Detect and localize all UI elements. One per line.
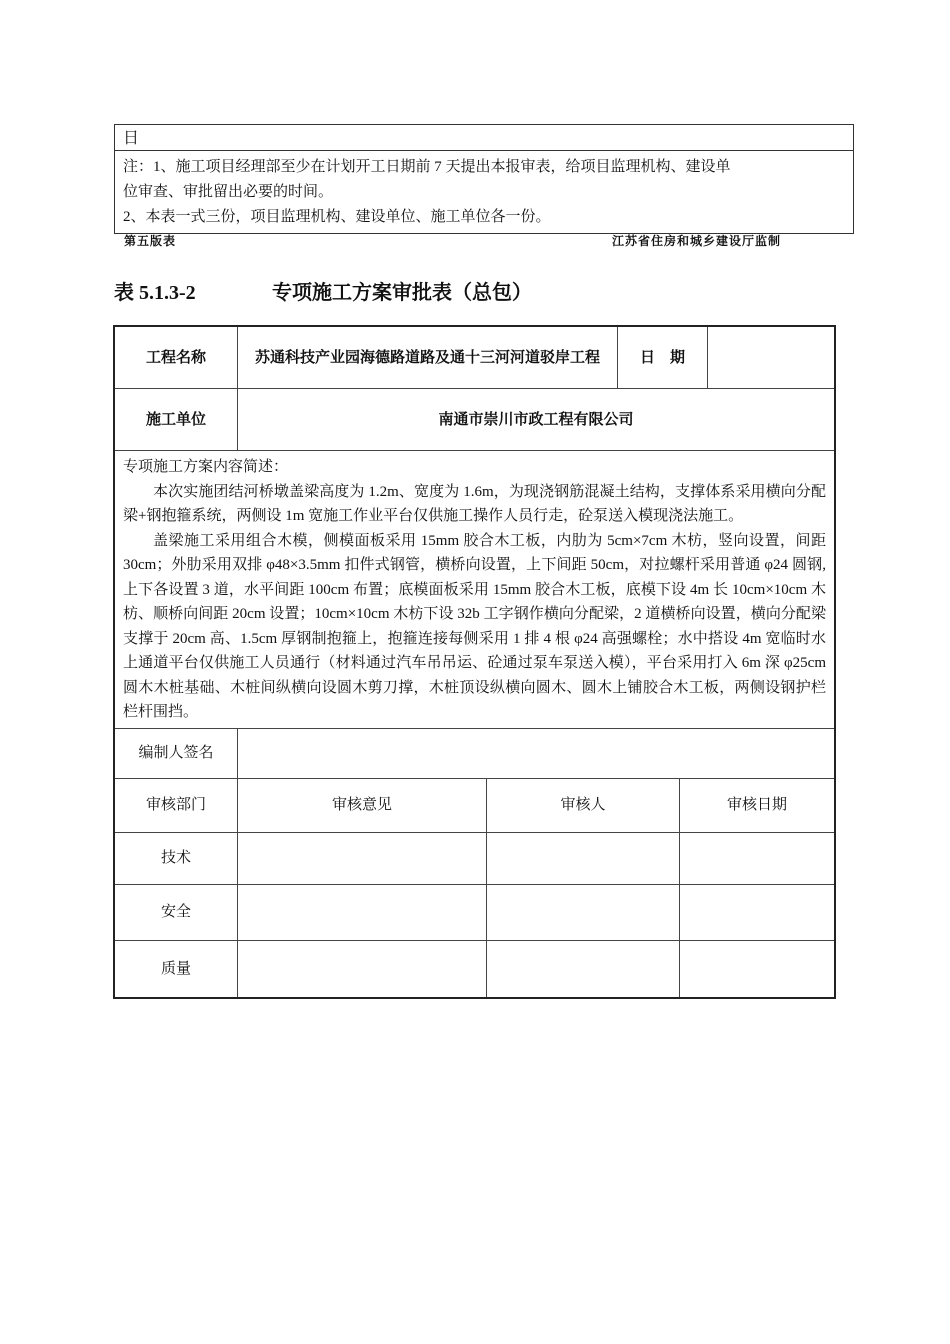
- review-dept: 质量: [115, 941, 238, 997]
- review-row-technical: [115, 833, 834, 885]
- reviewer-header: 审核人: [487, 779, 680, 832]
- form-title: 专项施工方案审批表（总包）: [272, 282, 532, 304]
- review-row-quality: [115, 941, 834, 997]
- form-heading: [114, 276, 532, 305]
- plan-description: [115, 451, 834, 729]
- issuer-label: 江苏省住房和城乡建设厅监制: [612, 234, 782, 248]
- signer-field[interactable]: [238, 729, 834, 778]
- project-row: [115, 327, 834, 389]
- form-number: 表 5.1.3-2: [114, 282, 196, 304]
- review-opinion-field[interactable]: [238, 885, 487, 940]
- reviewer-field[interactable]: [487, 941, 680, 997]
- review-row-safety: [115, 885, 834, 941]
- project-name-value: 苏通科技产业园海德路道路及通十三河河道驳岸工程: [238, 327, 618, 388]
- note-line: 注：1、施工项目经理部至少在计划开工日期前 7 天提出本报审表，给项目监理机构、建设单: [123, 159, 731, 175]
- review-date-field[interactable]: [680, 885, 834, 940]
- notes-block: [115, 151, 853, 233]
- date-row-fragment: 日: [115, 125, 853, 151]
- signer-label: 编制人签名: [115, 729, 238, 778]
- contractor-label: 施工单位: [115, 389, 238, 450]
- date-field[interactable]: [708, 327, 834, 388]
- review-date-field[interactable]: [680, 941, 834, 997]
- review-header-row: [115, 779, 834, 833]
- review-dept: 安全: [115, 885, 238, 940]
- review-opinion-header: 审核意见: [238, 779, 487, 832]
- review-date-field[interactable]: [680, 833, 834, 884]
- review-opinion-field[interactable]: [238, 941, 487, 997]
- review-dept-header: 审核部门: [115, 779, 238, 832]
- reviewer-field[interactable]: [487, 885, 680, 940]
- contractor-value: 南通市崇川市政工程有限公司: [438, 411, 634, 428]
- reviewer-field[interactable]: [487, 833, 680, 884]
- review-dept: 技术: [115, 833, 238, 884]
- date-label: 日 期: [618, 327, 708, 388]
- description-title: 专项施工方案内容简述：: [123, 459, 289, 475]
- description-paragraph: 本次实施团结河桥墩盖梁高度为 1.2m、宽度为 1.6m，为现浇钢筋混凝土结构，支撑体系采用横向分配梁+钢抱箍系统，两侧设 1m 宽施工作业平台仅供施工操作人员行走，砼泵送入模现浇法施工。: [123, 483, 826, 524]
- approval-table: [113, 325, 836, 999]
- form-version-label: 第五版表: [124, 234, 177, 248]
- project-name-label: 工程名称: [115, 327, 238, 388]
- review-date-header: 审核日期: [726, 797, 787, 813]
- previous-form-tail: [114, 124, 854, 234]
- note-line: 2、本表一式三份，项目监理机构、建设单位、施工单位各一份。: [123, 209, 551, 225]
- review-opinion-field[interactable]: [238, 833, 487, 884]
- description-paragraph: 盖梁施工采用组合木模，侧模面板采用 15mm 胶合木工板，内肋为 5cm×7cm 木枋，竖向设置，间距 30cm；外肋采用双排 φ48×3.5mm 扣件式钢管，横桥向设置，上下间距 50cm，对拉螺杆采用普通 φ24 圆钢, 上下各设置 3 道，水平间距 100cm 布置；底模面板采用 15mm 胶合木工板，底模下设 4m 长 10cm×10cm 木枋、顺桥向间距 20cm 设置；10cm×10cm 木枋下设 32b 工字钢作横向分配梁，2 道横桥向设置，横向分配梁支撑于 20cm 高、1.5cm 厚钢制抱箍上，抱箍连接每侧采用 1 排 4 根 φ24 高强螺栓；水中搭设 4m 宽临时水上通道平台仅供施工人员通行（材料通过汽车吊吊运、砼通过泵车泵送入模），平台采用打入 6m 深 φ25cm 圆木木桩基础、木桩间纵横向设圆木剪刀撑，木桩顶设纵横向圆木、圆木上铺胶合木工板，两侧设钢护栏栏杆围挡。: [123, 532, 826, 720]
- signer-row: [115, 729, 834, 779]
- contractor-row: [115, 389, 834, 451]
- note-line: 位审查、审批留出必要的时间。: [123, 184, 334, 200]
